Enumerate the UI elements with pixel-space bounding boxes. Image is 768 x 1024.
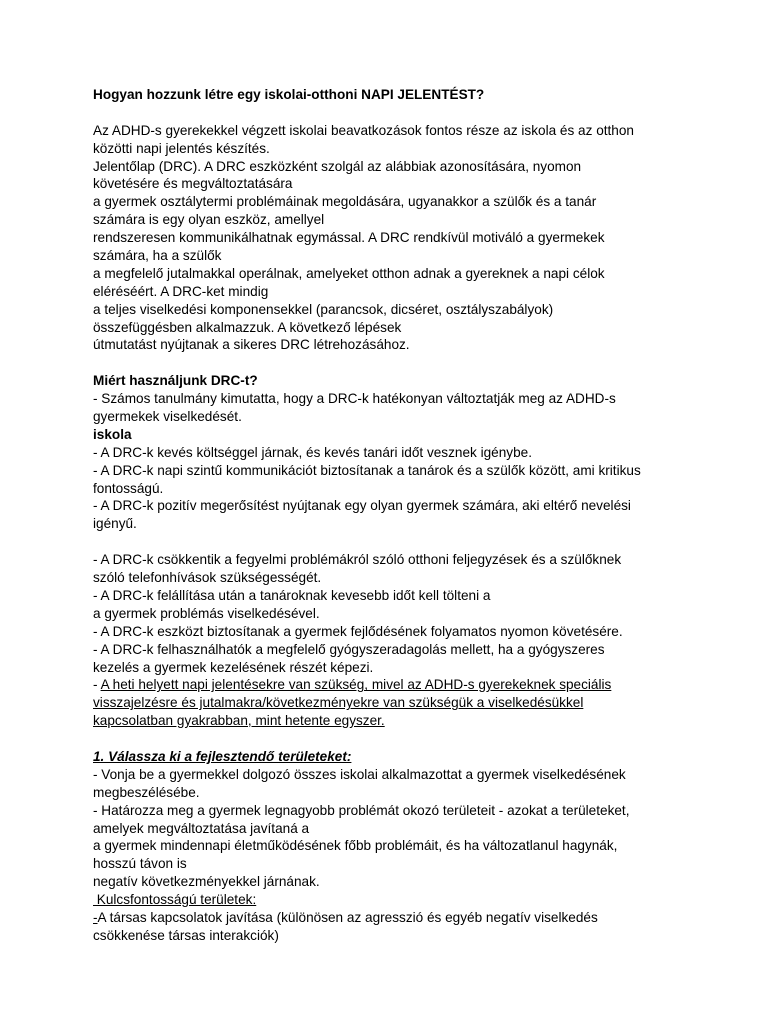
list-dash: - bbox=[93, 677, 101, 693]
list-item: negatív következményekkel járnának. bbox=[93, 874, 320, 890]
list-item: - A DRC-k csökkentik a fegyelmi problémákról szóló otthoni feljegyzések és a szülőknek bbox=[93, 552, 622, 568]
underlined-text: A heti helyett napi jelentésekre van szükség, mivel az ADHD-s gyerekeknek speciális bbox=[100, 677, 612, 693]
text-line: rendszeresen kommunikálhatnak egymással. A DRC rendkívül motiváló a gyermekek bbox=[93, 230, 605, 246]
underlined-text: visszajelzésre és jutalmakra/következményekre van szükségük a viselkedésükkel bbox=[93, 695, 584, 711]
key-areas-line bbox=[93, 891, 693, 909]
text-line: a gyermek osztálytermi problémáinak megoldására, ugyanakkor a szülők és a tanár bbox=[93, 194, 597, 210]
text-line: közötti napi jelentés készítés. bbox=[93, 140, 270, 156]
text-line: eléréséért. A DRC-ket mindig bbox=[93, 283, 269, 299]
text-line: Jelentőlap (DRC). A DRC eszközként szolgál az alábbiak azonosítására, nyomon bbox=[93, 158, 582, 174]
document-body bbox=[93, 86, 693, 945]
list-item: - A DRC-k pozitív megerősítést nyújtanak egy olyan gyermek számára, aki eltérő nevelési bbox=[93, 498, 631, 514]
list-item: csökkenése társas interakciók) bbox=[93, 927, 279, 943]
text-line: a teljes viselkedési komponensekkel (parancsok, dicséret, osztályszabályok) bbox=[93, 301, 554, 317]
list-item: - A DRC-k eszközt biztosítanak a gyermek fejlődésének folyamatos nyomon követésére. bbox=[93, 623, 623, 639]
text-line: követésére és megváltoztatására bbox=[93, 176, 293, 192]
intro-paragraph bbox=[93, 122, 693, 355]
list-item: igényű. bbox=[93, 516, 137, 532]
text-line: összefüggésben alkalmazzuk. A következő lépések bbox=[93, 319, 402, 335]
underlined-list-item bbox=[93, 676, 693, 694]
list-item: hosszú távon is bbox=[93, 856, 187, 872]
list-item: a gyermek problémás viselkedésével. bbox=[93, 605, 320, 621]
underlined-list-item bbox=[93, 712, 693, 730]
list-item: szóló telefonhívások szükségességét. bbox=[93, 570, 322, 586]
list-item: - A DRC-k napi szintű kommunikációt biztosítanak a tanárok és a szülők között, ami kritikus bbox=[93, 462, 641, 478]
spacer bbox=[93, 730, 693, 748]
list-item: a gyermek mindennapi életműködésének főbb problémáit, és ha változatlanul hagynák, bbox=[93, 838, 618, 854]
section-heading: Miért használjunk DRC-t? bbox=[93, 373, 258, 389]
list-item-text: A társas kapcsolatok javítása (különösen az agresszió és egyéb negatív viselkedés bbox=[97, 909, 598, 925]
list-item: - Határozza meg a gyermek legnagyobb problémát okozó területeit - azokat a területeket, bbox=[93, 802, 630, 818]
spacer bbox=[93, 354, 693, 372]
text-line: útmutatást nyújtanak a sikeres DRC létrehozásához. bbox=[93, 337, 410, 353]
text-line: számára, ha a szülők bbox=[93, 248, 222, 264]
spacer bbox=[93, 104, 693, 122]
list-item: - Vonja be a gyermekkel dolgozó összes iskolai alkalmazottat a gyermek viselkedésének bbox=[93, 766, 626, 782]
list-item: megbeszélésébe. bbox=[93, 784, 200, 800]
list-item: - A DRC-k felhasználhatók a megfelelő gyógyszeradagolás mellett, ha a gyógyszeres bbox=[93, 641, 605, 657]
list-item: kezelés a gyermek kezelésének részét képezi. bbox=[93, 659, 374, 675]
step-heading: 1. Válassza ki a fejlesztendő területeket: bbox=[93, 748, 352, 764]
text-line: a megfelelő jutalmakkal operálnak, amelyeket otthon adnak a gyereknek a napi célok bbox=[93, 265, 605, 281]
spacer bbox=[93, 533, 693, 551]
why-section bbox=[93, 372, 693, 730]
document-title: Hogyan hozzunk létre egy iskolai-otthoni NAPI JELENTÉST? bbox=[93, 87, 485, 102]
list-item bbox=[93, 909, 693, 927]
underlined-text: kapcsolatban gyakrabban, mint hetente egyszer. bbox=[93, 713, 385, 729]
text-line: - Számos tanulmány kimutatta, hogy a DRC-k hatékonyan változtatják meg az ADHD-s bbox=[93, 391, 616, 407]
list-item: - A DRC-k felállítása után a tanároknak kevesebb időt kell tölteni a bbox=[93, 587, 491, 603]
underlined-list-item bbox=[93, 694, 693, 712]
text-line: számára is egy olyan eszköz, amellyel bbox=[93, 212, 325, 228]
list-item: - A DRC-k kevés költséggel járnak, és kevés tanári időt vesznek igénybe. bbox=[93, 444, 532, 460]
list-item: amelyek megváltoztatása javítaná a bbox=[93, 820, 310, 836]
key-areas-label: Kulcsfontosságú területek: bbox=[93, 892, 257, 908]
text-line: Az ADHD-s gyerekekkel végzett iskolai beavatkozások fontos része az iskola és az otthon bbox=[93, 122, 634, 138]
subsection-heading: iskola bbox=[93, 426, 132, 442]
text-line: gyermekek viselkedését. bbox=[93, 409, 242, 425]
step1-section bbox=[93, 748, 693, 945]
list-dash: - bbox=[93, 909, 98, 925]
list-item: fontosságú. bbox=[93, 480, 164, 496]
